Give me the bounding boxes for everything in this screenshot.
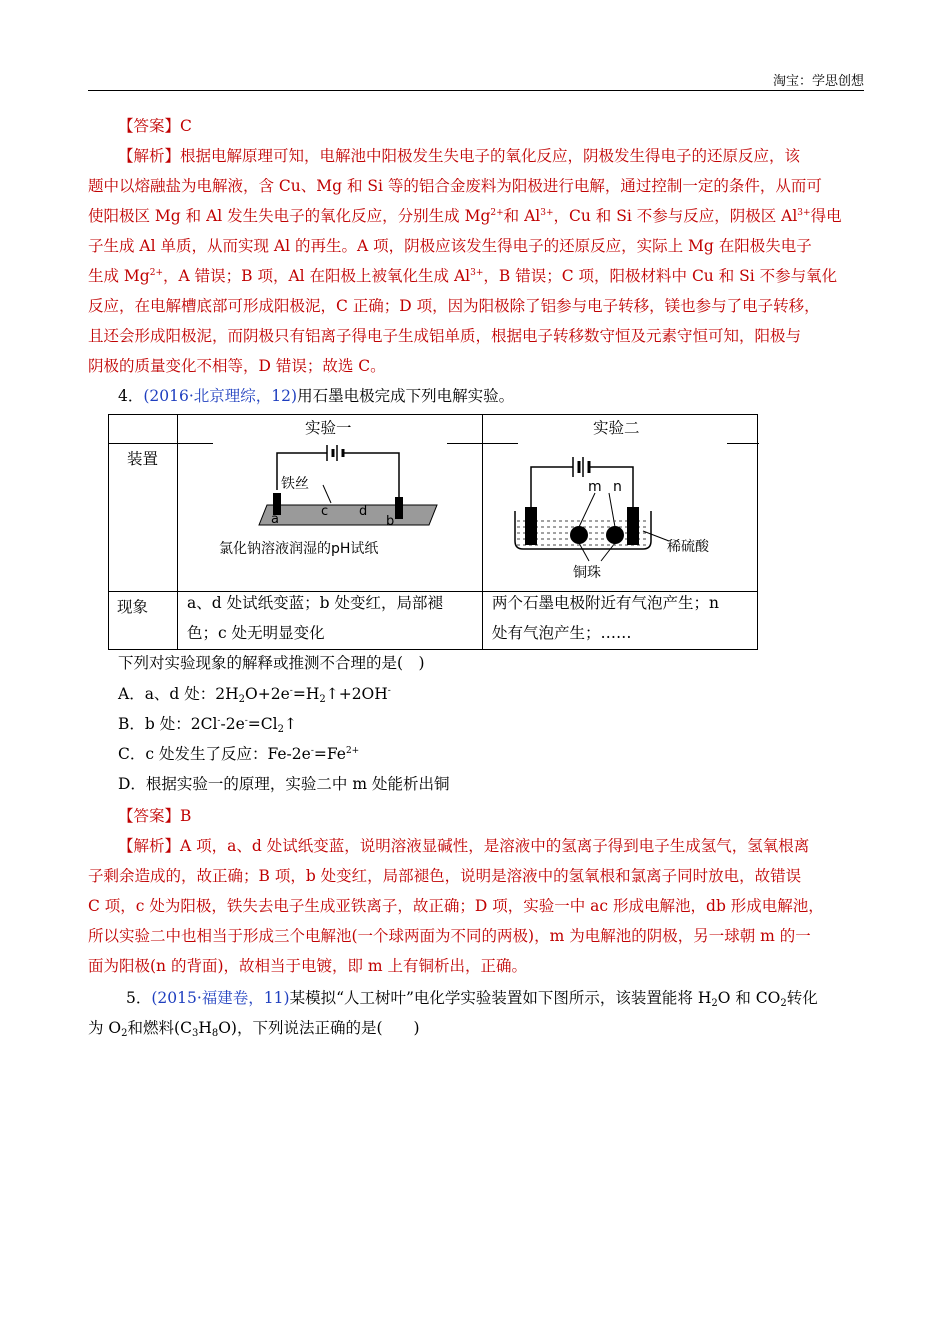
analysis-line bbox=[88, 266, 864, 286]
experiment-2-diagram bbox=[509, 445, 749, 585]
option-d: D．根据实验一的原理，实验二中 m 处能析出铜 bbox=[118, 775, 450, 793]
table-divider bbox=[177, 415, 178, 649]
superscript: 2+ bbox=[345, 746, 360, 756]
question-source: (2015·福建卷，11) bbox=[151, 989, 290, 1007]
label-c: c bbox=[321, 504, 329, 519]
answer-label: 【答案】 bbox=[118, 807, 181, 825]
analysis-line bbox=[88, 296, 864, 316]
analysis-text: 且还会形成阳极泥，而阴极只有铝离子得电子生成铝单质，根据电子转移数守恒及元素守恒可知，阳极与 bbox=[88, 327, 802, 345]
subscript: 2 bbox=[121, 1028, 128, 1039]
table-divider bbox=[177, 443, 213, 444]
label-b: b bbox=[386, 514, 395, 529]
label-m: m bbox=[588, 479, 602, 495]
question-text: 转化 bbox=[786, 989, 818, 1007]
label-copper-beads: 铜珠 bbox=[573, 565, 601, 581]
answer-value: B bbox=[180, 807, 192, 825]
answer-line-2 bbox=[118, 806, 894, 826]
option-text: =Cl bbox=[247, 715, 278, 733]
option-text: O+2e bbox=[245, 685, 290, 703]
table-divider bbox=[109, 443, 177, 444]
graphite-electrode-left bbox=[525, 507, 537, 545]
analysis-line bbox=[88, 206, 864, 226]
label-n: n bbox=[613, 479, 622, 495]
answer-line-1 bbox=[118, 116, 894, 136]
table-row-label-phenomenon: 现象 bbox=[117, 598, 149, 616]
subscript: 2 bbox=[711, 998, 718, 1009]
superscript: 3+ bbox=[797, 208, 811, 218]
option-text: A．a、d 处：2H bbox=[118, 685, 239, 703]
analysis-text: 子生成 Al 单质，从而实现 Al 的再生。A 项，阴极应该发生得电子的还原反应，实际上 Mg 在阳极失电子 bbox=[88, 237, 812, 255]
label-dilute-sulfuric-acid: 稀硫酸 bbox=[667, 539, 709, 555]
superscript: - bbox=[217, 716, 221, 726]
option-b bbox=[118, 714, 894, 734]
option-a bbox=[118, 684, 894, 704]
electrode-b-shape bbox=[395, 497, 403, 519]
table-divider bbox=[727, 443, 759, 444]
page-header bbox=[88, 68, 864, 91]
superscript: 3+ bbox=[540, 208, 554, 218]
superscript: - bbox=[387, 686, 391, 696]
analysis-text: 使阳极区 Mg 和 Al 发生失电子的氧化反应，分别生成 Mg bbox=[88, 207, 491, 225]
superscript: 3+ bbox=[470, 268, 484, 278]
subscript: 2 bbox=[277, 724, 284, 735]
analysis-text: 和 Al bbox=[503, 207, 541, 225]
subscript: 3 bbox=[191, 1028, 199, 1039]
analysis-line: 子剩余造成的，故正确；B 项，b 处变红，局部褪色，说明是溶液中的氢氧根和氯离子同时放电，故错误 bbox=[88, 867, 802, 885]
option-text: C．c 处发生了反应：Fe-2e bbox=[118, 745, 311, 763]
question-text: O)，下列说法正确的是( ) bbox=[218, 1019, 420, 1037]
header-brand: 淘宝：学思创想 bbox=[772, 74, 864, 89]
graphite-electrode-right bbox=[627, 507, 639, 545]
ph-paper-shape bbox=[259, 505, 437, 525]
label-a: a bbox=[271, 512, 279, 527]
option-text: ↑+2OH bbox=[325, 685, 388, 703]
superscript: 2+ bbox=[149, 268, 164, 278]
experiment-1-diagram bbox=[209, 445, 449, 565]
copper-bead-left bbox=[570, 526, 588, 544]
table-row-label-device: 装置 bbox=[127, 450, 159, 468]
question-text: 为 O bbox=[88, 1019, 122, 1037]
superscript: 2+ bbox=[490, 208, 504, 218]
question-text: H bbox=[198, 1019, 212, 1037]
analysis-text: ，B 错误；C 项，阳极材料中 Cu 和 Si 不参与氧化 bbox=[483, 267, 838, 285]
label-d: d bbox=[359, 504, 368, 519]
label-ph-paper: 氯化钠溶液润湿的pH试纸 bbox=[219, 541, 379, 557]
analysis-label: 【解析】 bbox=[118, 837, 181, 855]
analysis-line: 所以实验二中也相当于形成三个电解池(一个球两面为不同的两极)，m 为电解池的阴极，另一球朝 m 的一 bbox=[88, 927, 811, 945]
subscript: 2 bbox=[780, 998, 787, 1009]
exp1-phenomenon: a、d 处试纸变蓝；b 处变红，局部褪 bbox=[187, 594, 443, 612]
table-header-exp2: 实验二 bbox=[593, 419, 640, 437]
exp1-phenomenon: 色；c 处无明显变化 bbox=[187, 624, 325, 642]
answer-label: 【答案】 bbox=[118, 117, 181, 135]
superscript: - bbox=[310, 746, 314, 756]
question-text: 某模拟“人工树叶”电化学实验装置如下图所示，该装置能将 H bbox=[289, 989, 712, 1007]
subscript: 2 bbox=[319, 694, 326, 705]
subscript: 8 bbox=[211, 1028, 219, 1039]
question-5-line-2 bbox=[88, 1018, 864, 1038]
analysis-text: 生成 Mg bbox=[88, 267, 150, 285]
analysis-text: A 项，a、d 处试纸变蓝，说明溶液显碱性，是溶液中的氢离子得到电子生成氢气，氢氧根离 bbox=[180, 837, 810, 855]
analysis-line bbox=[118, 836, 894, 856]
exp2-phenomenon: 处有气泡产生；…… bbox=[492, 624, 632, 642]
question-4-stem bbox=[118, 386, 894, 406]
analysis-text: 题中以熔融盐为电解液，含 Cu、Mg 和 Si 等的铝合金废料为阳极进行电解，通过控制一定的条件，从而可 bbox=[88, 177, 822, 195]
superscript: - bbox=[289, 686, 293, 696]
analysis-line bbox=[88, 236, 864, 256]
label-iron-wire: 铁丝 bbox=[281, 476, 309, 492]
analysis-line bbox=[88, 356, 864, 376]
question-text: 用石墨电极完成下列电解实验。 bbox=[297, 387, 515, 405]
analysis-line bbox=[88, 326, 864, 346]
option-text: ↑ bbox=[283, 715, 297, 733]
analysis-text: 阴极的质量变化不相等，D 错误；故选 C。 bbox=[88, 357, 386, 375]
table-divider bbox=[447, 443, 482, 444]
option-text: -2e bbox=[220, 715, 245, 733]
question-text: 和燃料(C bbox=[127, 1019, 192, 1037]
option-c bbox=[118, 744, 894, 764]
exp2-phenomenon: 两个石墨电极附近有气泡产生；n bbox=[492, 594, 719, 612]
question-number: 4． bbox=[118, 387, 144, 405]
question-4-prompt: 下列对实验现象的解释或推测不合理的是( ) bbox=[118, 654, 425, 672]
experiment-table bbox=[108, 414, 758, 650]
table-divider bbox=[482, 415, 483, 649]
analysis-line bbox=[118, 146, 894, 166]
analysis-line: C 项，c 处为阳极，铁失去电子生成亚铁离子，故正确；D 项，实验一中 ac 形成电解池，db 形成电解池， bbox=[88, 897, 824, 915]
analysis-text: ，A 错误；B 项，Al 在阳极上被氧化生成 Al bbox=[163, 267, 471, 285]
option-text: =Fe bbox=[313, 745, 346, 763]
question-source: (2016·北京理综，12) bbox=[143, 387, 298, 405]
question-number: 5． bbox=[126, 989, 152, 1007]
analysis-label: 【解析】 bbox=[118, 147, 181, 165]
copper-bead-right bbox=[606, 526, 624, 544]
table-divider bbox=[482, 443, 518, 444]
analysis-text: ，Cu 和 Si 不参与反应，阴极区 Al bbox=[553, 207, 798, 225]
analysis-line: 面为阳极(n 的背面)，故相当于电镀，即 m 上有铜析出，正确。 bbox=[88, 957, 528, 975]
question-5-stem bbox=[126, 988, 902, 1008]
analysis-text: 反应，在电解槽底部可形成阳极泥，C 正确；D 项，因为阳极除了铝参与电子转移，镁也参与了电子转移， bbox=[88, 297, 820, 315]
question-text: O 和 CO bbox=[717, 989, 781, 1007]
subscript: 2 bbox=[238, 694, 246, 705]
superscript: - bbox=[244, 716, 248, 726]
analysis-text: 得电 bbox=[810, 207, 842, 225]
analysis-text: 根据电解原理可知，电解池中阳极发生失电子的氧化反应，阴极发生得电子的还原反应，该 bbox=[180, 147, 801, 165]
analysis-line bbox=[88, 176, 864, 196]
table-header-exp1: 实验一 bbox=[305, 419, 352, 437]
option-text: =H bbox=[292, 685, 320, 703]
option-text: B．b 处：2Cl bbox=[118, 715, 218, 733]
answer-value: C bbox=[180, 117, 192, 135]
